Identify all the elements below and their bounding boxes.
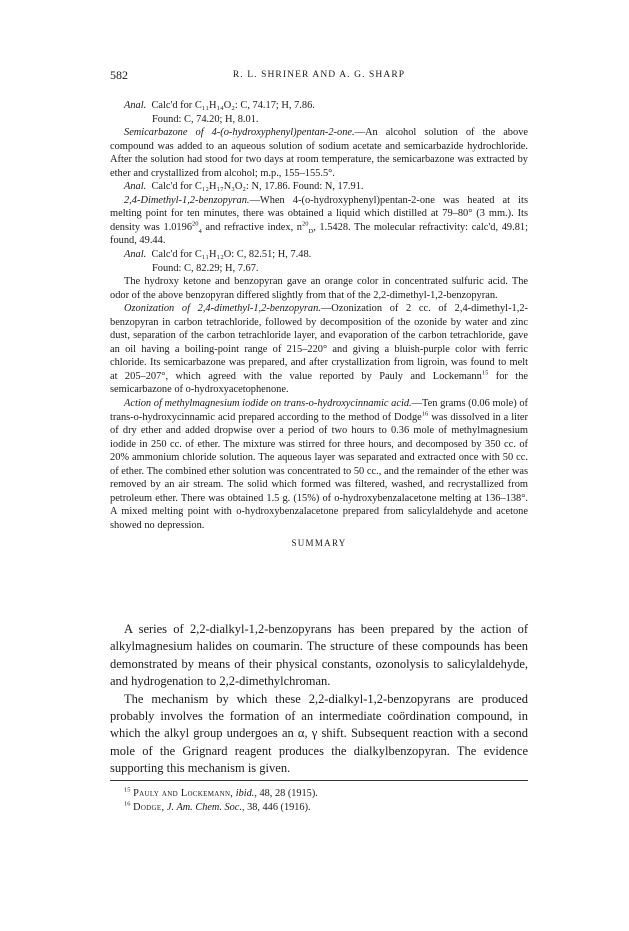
- paragraph-semicarbazone: Semicarbazone of 4-(o-hydroxyphenyl)pentan-2-one.—An alcohol solution of the above compound was added to an aqueous solution of sodium acetate and semicarbazide hydrochloride. After the solution had stood for two days at room temperature, the semicarbazone was extracted by ether and crystallized from alcohol; m.p., 155–155.5°.: [110, 127, 529, 179]
- summary-paragraph-2: The mechanism by which these 2,2-dialkyl-1,2-benzopyrans are produced probably involves the formation of an intermediate coördination compound, in which the alkyl group undergoes an α, γ shift. Subsequent reaction with a second mole of the Grignard reagent produces the dialkylbenzopyran. The evidence supporting this mechanism is given.: [110, 691, 528, 776]
- summary-heading: SUMMARY: [291, 537, 347, 548]
- footnote-ref-16[interactable]: 16: [421, 410, 429, 418]
- analysis-semicarbazone-line: Anal. Calc'd for C₁₂H₁₇N₃O₂: N, 17.86. Found: N, 17.91.: [124, 181, 364, 193]
- footnote-ref-15[interactable]: 15: [481, 369, 489, 377]
- summary-paragraph-1: A series of 2,2-dialkyl-1,2-benzopyrans has been prepared by the action of alkylmagnesium halides on coumarin. The structure of these compounds has been demonstrated by means of their physical constants, ozonolysis to salicylaldehyde, and hydrogenation to 2,2-dimethylchroman.: [110, 622, 528, 689]
- paragraph-methylmagnesium: Action of methylmagnesium iodide on trans-o-hydroxycinnamic acid.—Ten grams (0.06 mole) of trans-o-hydroxycinnamic acid prepared according to the method of Dodge$^{16}$ was dissolved in a liter of dry ether and added dropwise over a period of two hours to 0.36 mole of methylmagnesium iodide in 250 cc. of ether. The mixture was stirred for three hours, and decomposed by 350 cc. of 20% ammonium chloride solution. The aqueous layer was separated and extracted once with 50 cc. of ether. The combined ether solution was concentrated to 50 cc., and the remainder of the ether was removed by an air stream. The solid which formed was filtered, washed, and recrystallized from petroleum ether. There was obtained 1.5 g. (15%) of o-hydroxybenzalacetone melting at 136–138°. A mixed melting point with o-hydroxybenzalacetone prepared from salicylaldehyde and acetone showed no depression.: [110, 398, 529, 531]
- page-number: 582: [110, 68, 128, 82]
- analysis-found-line: Found: C, 74.20; H, 8.01.: [152, 113, 259, 125]
- paragraph-ozonization: Ozonization of 2,4-dimethyl-1,2-benzopyran.—Ozonization of 2 cc. of 2,4-dimethyl-1,2-benzopyran in carbon tetrachloride, followed by decomposition of the ozonide by water and zinc dust, separation of the carbon tetrachloride layer, and evaporation of the carbon tetrachloride, gave an oil having a boiling-point range of 215–220° and giving a bluish-purple color with ferric chloride. Its semicarbazone was prepared, and after crystallization from ligroin, was found to melt at 205–207°, which agreed with the value reported by Pauly and Lockemann$^{15}$ for the semicarbazone of o-hydroxyacetophenone.: [110, 303, 528, 396]
- analysis-benzopyran-calc-line: Anal. Calc'd for C₁₁H₁₂O: C, 82.51; H, 7.48.: [124, 249, 312, 261]
- paragraph-color-test: The hydroxy ketone and benzopyran gave an orange color in concentrated sulfuric acid. The odor of the above benzopyran differed slightly from that of the 2,2-dimethyl-1,2-benzopyran.: [110, 276, 528, 301]
- page-header: [110, 68, 528, 84]
- footnote-16: $^{16}$ Dodge, J. Am. Chem. Soc., 38, 446 (1916).: [124, 800, 311, 813]
- experimental-section: [110, 99, 528, 553]
- footnote-15: $^{15}$ Pauly and Lockemann, ibid., 48, 28 (1915).: [124, 786, 318, 799]
- summary-section: [110, 621, 528, 778]
- footnotes: [110, 787, 528, 814]
- footnote-divider: [110, 780, 528, 781]
- paragraph-dimethylbenzopyran: 2,4-Dimethyl-1,2-benzopyran.—When 4-(o-hydroxyphenyl)pentan-2-one was heated at its melting point for ten minutes, there was obtained a liquid which distilled at 79–80° (3 mm.). Its density was $1.0196^{20}_4$ and refractive index, $n^{20}_D$, 1.5428. The molecular refractivity: calc'd, 49.81; found, 49.44.: [110, 194, 528, 247]
- analysis-benzopyran-found-line: Found: C, 82.29; H, 7.67.: [152, 262, 259, 274]
- running-head: R. L. SHRINER AND A. G. SHARP: [232, 70, 406, 80]
- analysis-calc-line: Anal. Calc'd for C₁₁H₁₄O₂: C, 74.17; H, 7.86.: [124, 100, 315, 111]
